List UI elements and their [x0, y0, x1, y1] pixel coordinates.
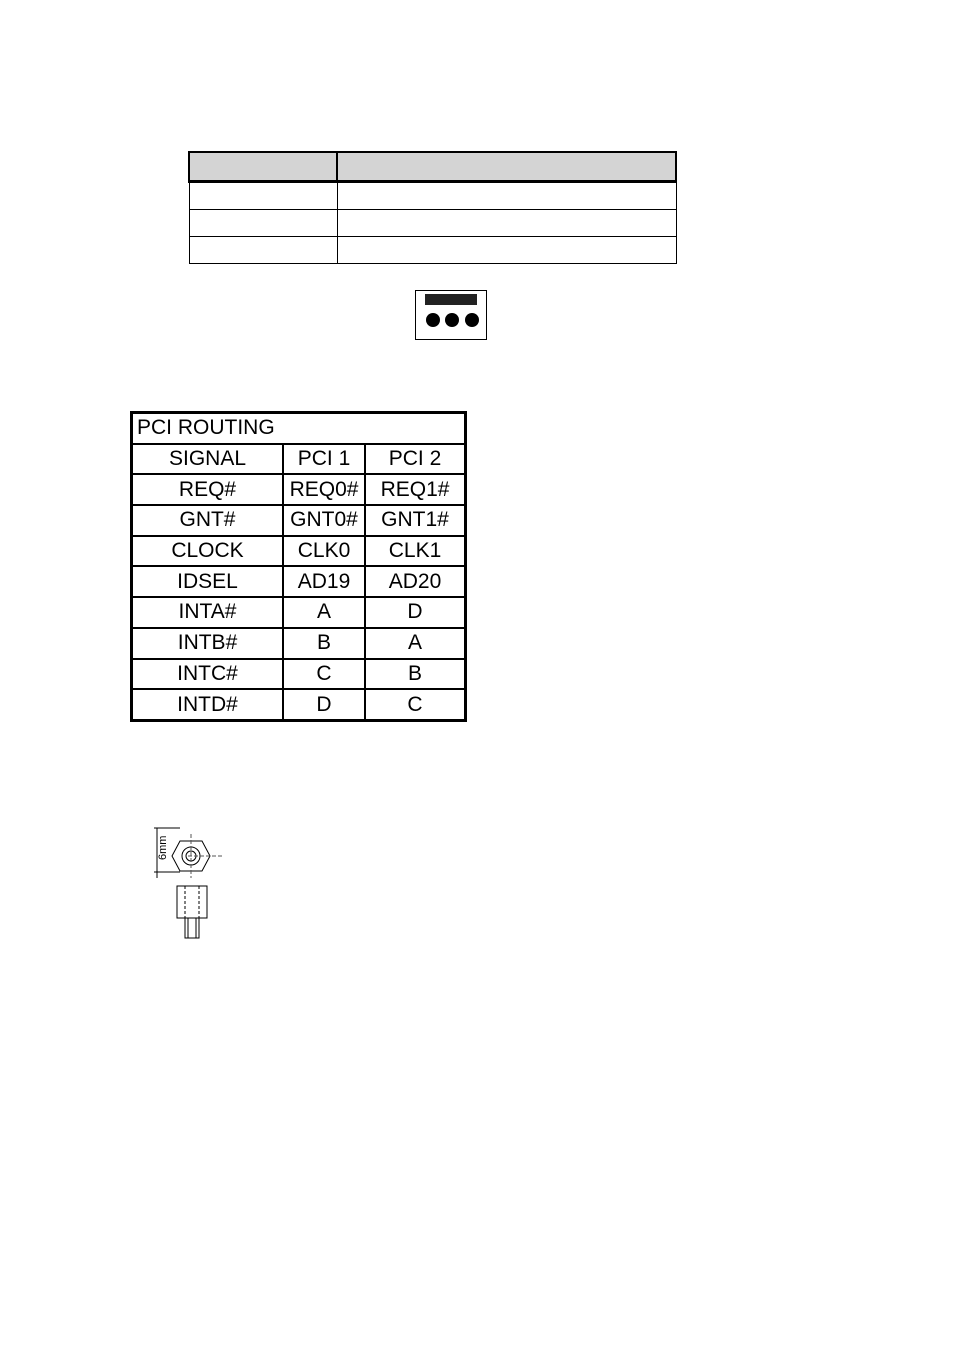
table-row: [132, 474, 466, 505]
pci-header-row: [132, 444, 466, 475]
signal-cell: IDSEL: [132, 566, 284, 597]
spec-header-cell: [189, 152, 337, 182]
dimension-label: 6mm: [157, 835, 169, 860]
spec-cell: [337, 210, 676, 237]
spec-header-cell: [337, 152, 676, 182]
standoff-body: [177, 886, 207, 918]
spec-cell: [189, 182, 337, 210]
pci1-cell: GNT0#: [283, 505, 365, 536]
signal-cell: REQ#: [132, 474, 284, 505]
pci2-cell: D: [365, 597, 466, 628]
standoff-stud: [185, 918, 199, 938]
table-row: [189, 210, 676, 237]
spec-cell: [189, 210, 337, 237]
jumper-pin: [426, 313, 440, 327]
pci-routing-title: PCI ROUTING: [132, 413, 466, 444]
pci2-cell: GNT1#: [365, 505, 466, 536]
table-row: [132, 536, 466, 567]
signal-cell: INTD#: [132, 689, 284, 720]
jumper-pin: [465, 313, 479, 327]
jumper-diagram: [415, 290, 487, 340]
pci1-cell: D: [283, 689, 365, 720]
table-row: [132, 505, 466, 536]
pci1-cell: REQ0#: [283, 474, 365, 505]
column-header: SIGNAL: [132, 444, 284, 475]
signal-cell: CLOCK: [132, 536, 284, 567]
signal-cell: INTB#: [132, 628, 284, 659]
signal-cell: GNT#: [132, 505, 284, 536]
signal-cell: INTC#: [132, 659, 284, 690]
column-header: PCI 1: [283, 444, 365, 475]
table-row: [132, 597, 466, 628]
table-row: [132, 689, 466, 720]
column-header: PCI 2: [365, 444, 466, 475]
pci1-cell: C: [283, 659, 365, 690]
spec-table: [188, 151, 677, 264]
spec-cell: [337, 237, 676, 264]
pci1-cell: CLK0: [283, 536, 365, 567]
pci2-cell: REQ1#: [365, 474, 466, 505]
spec-cell: [337, 182, 676, 210]
pci2-cell: C: [365, 689, 466, 720]
table-row: [189, 237, 676, 264]
spec-table-header: [189, 152, 676, 182]
table-row: [132, 628, 466, 659]
pci1-cell: A: [283, 597, 365, 628]
table-row: [132, 659, 466, 690]
signal-cell: INTA#: [132, 597, 284, 628]
pci1-cell: B: [283, 628, 365, 659]
jumper-pin: [445, 313, 459, 327]
pci2-cell: A: [365, 628, 466, 659]
standoff-drawing: [130, 820, 230, 950]
pci1-cell: AD19: [283, 566, 365, 597]
pci2-cell: CLK1: [365, 536, 466, 567]
jumper-cap: [425, 294, 477, 305]
spec-cell: [189, 237, 337, 264]
pci-routing-table: [130, 411, 467, 722]
pci-title-row: [132, 413, 466, 444]
pci2-cell: B: [365, 659, 466, 690]
pci2-cell: AD20: [365, 566, 466, 597]
table-row: [189, 182, 676, 210]
table-row: [132, 566, 466, 597]
